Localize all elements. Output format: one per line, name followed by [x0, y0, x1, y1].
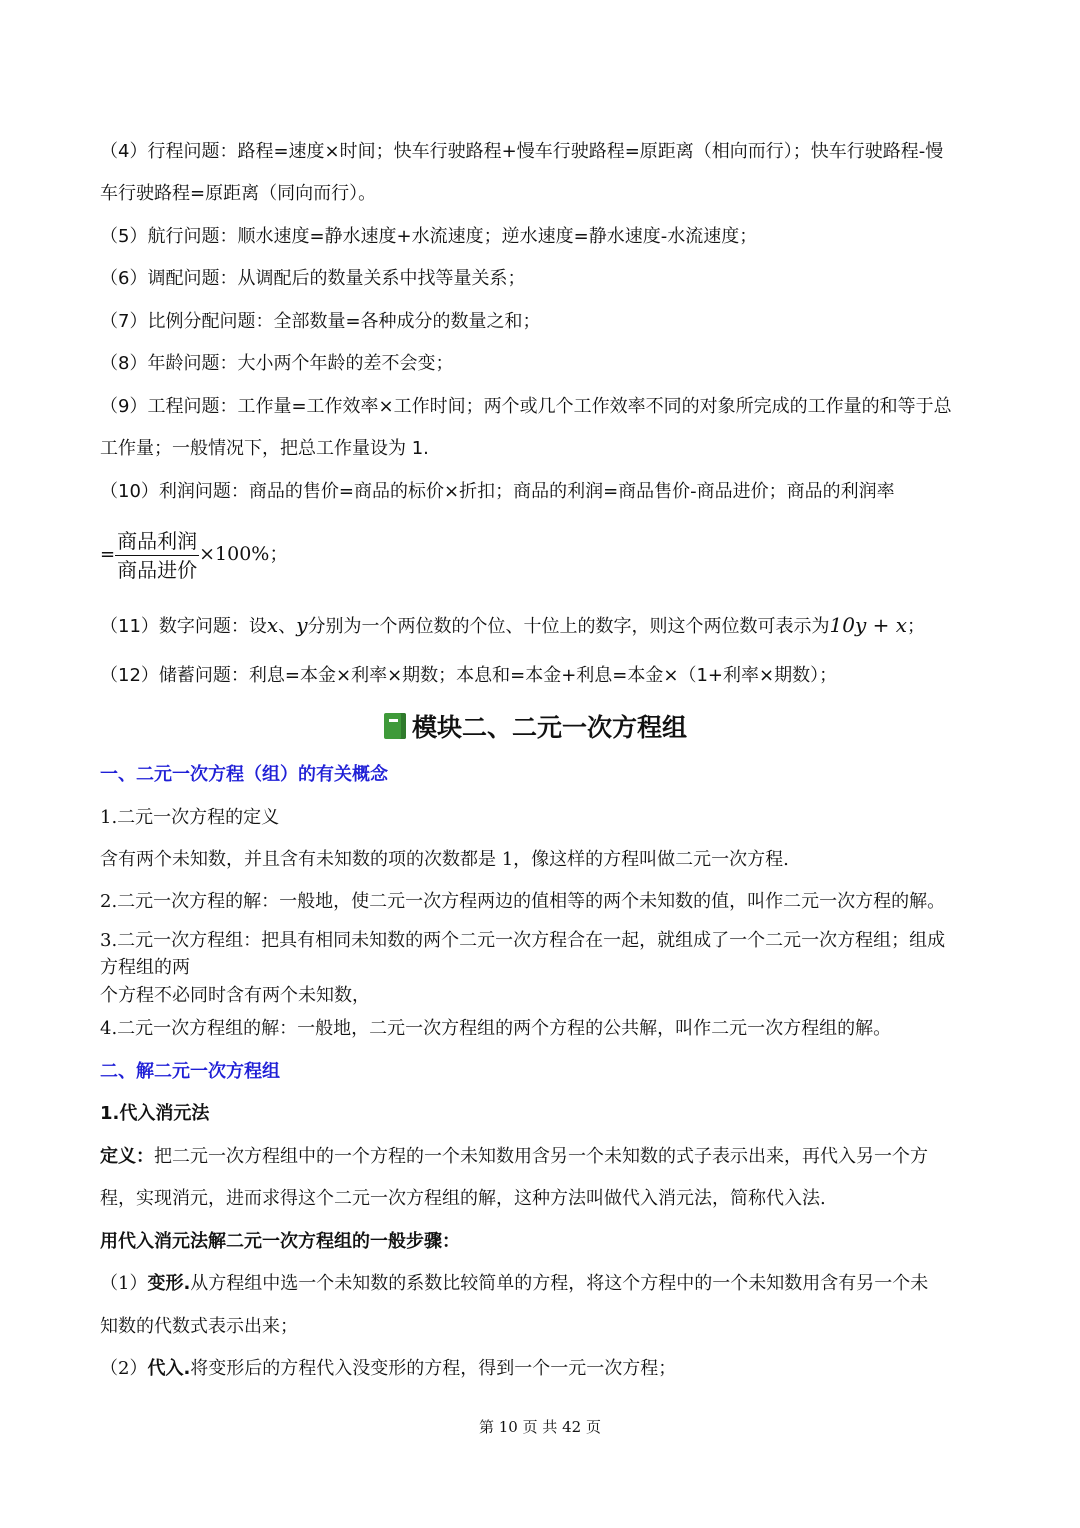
method-1-title: 1.代入消元法: [100, 1103, 210, 1124]
fraction-numerator: 商品利润: [115, 527, 199, 556]
section-2-heading: 二、解二元一次方程组: [100, 1061, 280, 1082]
step-1a: [100, 1272, 928, 1296]
definition-line-b: 程，实现消元，进而求得这个二元一次方程组的解，这种方法叫做代入消元法，简称代入法.: [100, 1188, 826, 1209]
formula-equals: =: [100, 544, 116, 565]
step-2a: [100, 1357, 676, 1381]
line-9a: （9）工程问题：工作量=工作效率×工作时间；两个或几个工作效率不同的对象所完成的工作量的和等于总: [100, 396, 952, 417]
fraction: [115, 527, 199, 584]
var-x: x: [266, 613, 279, 637]
line-11-end: ；: [907, 616, 925, 637]
steps-title: 用代入消元法解二元一次方程组的一般步骤：: [100, 1231, 460, 1252]
step-1b: 知数的代数式表示出来；: [100, 1316, 298, 1337]
definition-line-a: [100, 1145, 928, 1169]
definition-label: 定义：: [100, 1146, 154, 1167]
section-1-heading: 一、二元一次方程（组）的有关概念: [100, 764, 388, 785]
concept-4: 4.二元一次方程组的解：一般地，二元一次方程组的两个方程的公共解，叫作二元一次方程组的解。: [100, 1018, 892, 1039]
line-6: （6）调配问题：从调配后的数量关系中找等量关系；: [100, 268, 526, 289]
concept-1-body: 含有两个未知数，并且含有未知数的项的次数都是 1，像这样的方程叫做二元一次方程.: [100, 849, 789, 870]
digit-expression: 10y + x: [829, 613, 907, 637]
line-4b: 车行驶路程=原距离（同向而行）。: [100, 183, 377, 204]
line-7: （7）比例分配问题：全部数量=各种成分的数量之和；: [100, 311, 541, 332]
concept-3c: 个方程不必同时含有两个未知数，: [100, 985, 370, 1006]
line-5: （5）航行问题：顺水速度=静水速度+水流速度；逆水速度=静水速度-水流速度；: [100, 226, 758, 247]
concept-1-title: 1.二元一次方程的定义: [100, 807, 280, 828]
line-9b: 工作量；一般情况下，把总工作量设为 1.: [100, 438, 429, 459]
concept-3b: 方程组的两: [100, 957, 190, 978]
concept-3a: 3.二元一次方程组：把具有相同未知数的两个二元一次方程合在一起，就组成了一个二元一次方程组；组成: [100, 930, 946, 951]
separator: 、: [278, 616, 297, 637]
line-12: （12）储蓄问题：利息=本金×利率×期数；本息和=本金+利息=本金×（1+利率×期数）；: [100, 665, 838, 686]
module-title: [384, 704, 687, 748]
step-1-label: 变形.: [147, 1273, 191, 1294]
step-2-number: （2）: [100, 1358, 148, 1379]
definition-text-a: 把二元一次方程组中的一个方程的一个未知数用含另一个未知数的式子表示出来，再代入另一个方: [154, 1146, 928, 1167]
line-10a: （10）利润问题：商品的售价=商品的标价×折扣；商品的利润=商品售价-商品进价；商品的利润率: [100, 481, 895, 502]
line-8: （8）年龄问题：大小两个年龄的差不会变；: [100, 353, 454, 374]
line-11-body: 分别为一个两位数的个位、十位上的数字，则这个两位数可表示为: [307, 616, 830, 637]
profit-rate-formula: [100, 524, 288, 585]
concept-2: 2.二元一次方程的解：一般地，使二元一次方程两边的值相等的两个未知数的值，叫作二元一次方程的解。: [100, 891, 946, 912]
book-icon: [384, 713, 406, 739]
step-2-text: 将变形后的方程代入没变形的方程，得到一个一元一次方程；: [190, 1358, 677, 1379]
formula-tail: ×100%；: [199, 543, 289, 565]
step-1-text: 从方程组中选一个未知数的系数比较简单的方程，将这个方程中的一个未知数用含有另一个未: [190, 1273, 929, 1294]
line-11: [100, 613, 925, 639]
line-4a: （4）行程问题：路程=速度×时间；快车行驶路程+慢车行驶路程=原距离（相向而行）；快车行驶路程-慢: [100, 141, 944, 162]
step-2-label: 代入.: [147, 1358, 191, 1379]
fraction-denominator: 商品进价: [117, 557, 198, 582]
step-1-number: （1）: [100, 1273, 148, 1294]
var-y: y: [296, 613, 308, 637]
page-footer: 第 10 页 共 42 页: [478, 1418, 601, 1436]
module-title-text: 模块二、二元一次方程组: [412, 713, 688, 742]
line-11-lead: （11）数字问题：设: [100, 616, 267, 637]
